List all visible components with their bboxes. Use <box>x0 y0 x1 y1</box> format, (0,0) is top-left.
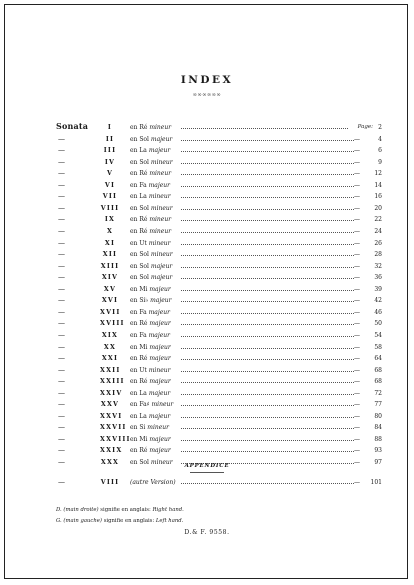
page-number: 22 <box>374 216 382 224</box>
sonata-key: en Fa♯ mineur <box>130 401 174 409</box>
ditto-dash: — <box>58 354 65 362</box>
page-title: INDEX <box>180 74 234 86</box>
ditto-dash: — <box>58 458 65 466</box>
ditto-dash: — <box>354 401 360 409</box>
sonata-number: IX <box>104 216 116 224</box>
sonata-number: XI <box>104 239 116 247</box>
sonata-key: en La mineur <box>130 193 171 201</box>
sonata-key: en Ré mineur <box>130 170 172 178</box>
dot-leader <box>181 151 354 152</box>
page-number: 68 <box>374 378 382 386</box>
sonata-key: en Ré mineur <box>130 216 172 224</box>
index-entry <box>56 376 382 387</box>
sonata-key: en Fa majeur <box>130 308 170 316</box>
index-entry <box>56 226 382 237</box>
dot-leader <box>181 348 354 349</box>
index-entry <box>56 134 382 145</box>
page-number: 93 <box>374 447 382 455</box>
page-number: 46 <box>374 308 382 316</box>
dot-leader <box>181 324 354 325</box>
index-entry <box>56 249 382 260</box>
sonata-number: XXIX <box>100 447 123 455</box>
sonata-key: en Sol majeur <box>130 262 173 270</box>
ditto-dash: — <box>58 250 65 259</box>
ditto-dash: — <box>58 342 65 351</box>
sonata-number: V <box>106 170 114 178</box>
page-number: 24 <box>374 227 382 235</box>
sonata-number: XXIII <box>100 378 125 386</box>
ditto-dash: — <box>354 459 360 466</box>
sonata-key: en Sol mineur <box>130 251 173 259</box>
ditto-dash: — <box>354 204 360 212</box>
sonata-key: en Sol mineur <box>130 459 173 466</box>
page-number: 16 <box>374 193 382 201</box>
index-entry <box>56 318 382 329</box>
sonata-key: en Sol mineur <box>130 158 173 166</box>
ditto-dash: — <box>354 366 360 374</box>
title-ornament: ∞∞∞∞∞∞ <box>192 92 222 98</box>
index-entry <box>56 342 382 353</box>
ditto-dash: — <box>58 307 65 316</box>
page-number: 101 <box>370 479 382 486</box>
page-number: 26 <box>374 239 382 247</box>
ditto-dash: — <box>354 297 360 305</box>
page-number: 9 <box>378 158 382 166</box>
sonata-key: en Ut mineur <box>130 366 171 374</box>
sonata-key: en Sol majeur <box>130 274 173 282</box>
ditto-dash: — <box>58 411 65 420</box>
ditto-dash: — <box>354 227 360 235</box>
dot-leader <box>181 186 354 187</box>
index-entry <box>56 445 382 456</box>
page-number: 84 <box>374 424 382 432</box>
ditto-dash: — <box>58 446 65 455</box>
sonata-number: VIII <box>100 204 120 212</box>
ditto-dash: — <box>58 478 65 486</box>
dot-leader <box>181 209 354 210</box>
ditto-dash: — <box>354 479 360 486</box>
index-entry <box>56 180 382 191</box>
sonata-key: en Ré mineur <box>130 124 172 131</box>
dot-leader <box>181 174 354 175</box>
ditto-dash: — <box>58 319 65 328</box>
index-entry <box>56 203 382 214</box>
dot-leader <box>181 417 354 418</box>
index-entry <box>56 145 382 156</box>
page-label: Page: <box>357 124 373 130</box>
page-number: 58 <box>374 343 382 351</box>
index-entry <box>56 388 382 399</box>
ditto-dash: — <box>58 215 65 224</box>
sonata-number: XXI <box>101 355 119 362</box>
sonata-number: IV <box>104 158 116 166</box>
ditto-dash: — <box>58 388 65 397</box>
ditto-dash: — <box>58 169 65 178</box>
ditto-dash: — <box>354 216 360 224</box>
sonata-key: en Mi majeur <box>130 343 171 351</box>
sonata-number: XII <box>102 251 118 259</box>
dot-leader <box>181 359 354 360</box>
page-number: 2 <box>378 124 382 131</box>
ditto-dash: — <box>354 251 360 259</box>
sonata-number: VII <box>102 193 118 201</box>
ditto-dash: — <box>354 308 360 316</box>
sonata-key: en Sol majeur <box>130 135 173 143</box>
ditto-dash: — <box>354 424 360 432</box>
ditto-dash: — <box>58 434 65 443</box>
sonata-key: en Fa majeur <box>130 331 170 339</box>
ditto-dash: — <box>58 296 65 305</box>
sonata-number: XV <box>103 285 117 293</box>
dot-leader <box>181 278 354 279</box>
ditto-dash: — <box>58 226 65 235</box>
ditto-dash: — <box>354 412 360 420</box>
dot-leader <box>181 336 354 337</box>
sonata-key: en Ut mineur <box>130 239 171 247</box>
ditto-dash: — <box>354 331 360 339</box>
index-entry <box>56 422 382 433</box>
sonata-key: en La majeur <box>130 389 171 397</box>
sonata-key: en Ré majeur <box>130 378 171 386</box>
sonata-number: XXV <box>100 401 120 409</box>
sonata-key: en Ré majeur <box>130 320 171 328</box>
sonata-key: en Mi majeur <box>130 285 171 293</box>
sonata-key: en La majeur <box>130 412 171 420</box>
footnote-right-hand: D. (main droite) signifie en anglais: Right hand. <box>56 507 184 513</box>
footnote-left-hand: G. (main gauche) signifie en anglais: Left hand. <box>56 518 184 524</box>
index-entry <box>56 272 382 283</box>
page-number: 64 <box>374 355 382 362</box>
dot-leader <box>181 405 354 406</box>
dot-leader <box>181 220 354 221</box>
ditto-dash: — <box>354 239 360 247</box>
appendix-note: (autre Version) <box>130 479 176 486</box>
ditto-dash: — <box>354 274 360 282</box>
page-number: 68 <box>374 366 382 374</box>
appendix-title: APPENDICE <box>184 463 230 469</box>
ditto-dash: — <box>354 181 360 189</box>
page-number: 50 <box>374 320 382 328</box>
page-number: 28 <box>374 251 382 259</box>
sonata-number: II <box>105 135 115 143</box>
ditto-dash: — <box>58 330 65 339</box>
index-entry <box>56 168 382 179</box>
sonata-key: en Ré majeur <box>130 355 171 362</box>
index-entry <box>56 191 382 202</box>
dot-leader <box>181 313 354 314</box>
ditto-dash: — <box>354 378 360 386</box>
ditto-dash: — <box>354 355 360 362</box>
index-entry <box>56 411 382 422</box>
page-number: 6 <box>378 147 382 155</box>
index-entry <box>56 214 382 225</box>
dot-leader <box>181 382 354 383</box>
sonata-key: en Ré majeur <box>130 447 171 455</box>
ditto-dash: — <box>58 400 65 409</box>
dot-leader <box>181 267 354 268</box>
index-entry <box>56 399 382 410</box>
page-number: 42 <box>374 297 382 305</box>
sonata-number: XIV <box>101 274 119 282</box>
index-entry <box>56 307 382 318</box>
page-number: 12 <box>374 170 382 178</box>
sonata-key: en Mi majeur <box>130 435 171 443</box>
sonata-number: XXVII <box>100 424 127 432</box>
sonata-number: VI <box>104 181 116 189</box>
ditto-dash: — <box>354 147 360 155</box>
dot-leader <box>181 394 354 395</box>
dot-leader <box>181 128 348 129</box>
dot-leader <box>181 483 354 484</box>
ditto-dash: — <box>58 146 65 155</box>
page-number: 39 <box>374 285 382 293</box>
sonata-key: en Sol mineur <box>130 204 173 212</box>
index-entry <box>56 365 382 376</box>
page-number: 80 <box>374 412 382 420</box>
ditto-dash: — <box>354 389 360 397</box>
page-number: 72 <box>374 389 382 397</box>
footnotes <box>56 505 184 527</box>
index-entry <box>56 157 382 168</box>
index-entry <box>56 353 382 364</box>
ditto-dash: — <box>58 157 65 166</box>
dot-leader <box>181 232 354 233</box>
plate-number: D.& F. 9558. <box>184 529 230 536</box>
ditto-dash: — <box>58 365 65 374</box>
index-entry <box>56 261 382 272</box>
ditto-dash: — <box>354 170 360 178</box>
ditto-dash: — <box>354 343 360 351</box>
index-entry <box>56 238 382 249</box>
page-number: 20 <box>374 204 382 212</box>
ditto-dash: — <box>58 238 65 247</box>
sonata-key: en Si♭ majeur <box>130 297 172 305</box>
ditto-dash: — <box>58 377 65 386</box>
dot-leader <box>181 371 354 372</box>
sonata-number: XXII <box>100 366 121 374</box>
dot-leader <box>181 301 354 302</box>
sonata-number: XVIII <box>100 320 125 328</box>
sonata-number: XXX <box>100 459 120 466</box>
sonata-number: XXIV <box>100 389 123 397</box>
page-number: 14 <box>374 181 382 189</box>
page-number: 88 <box>374 435 382 443</box>
sonata-number: I <box>107 124 113 131</box>
page-number: 36 <box>374 274 382 282</box>
dot-leader <box>181 163 354 164</box>
sonata-number: XX <box>103 343 117 351</box>
page-number: 77 <box>374 401 382 409</box>
sonata-number: XIX <box>101 331 119 339</box>
ditto-dash: — <box>58 261 65 270</box>
ditto-dash: — <box>354 435 360 443</box>
dot-leader <box>181 290 354 291</box>
sonata-number: XXVI <box>100 412 123 420</box>
page-number: 54 <box>374 331 382 339</box>
ditto-dash: — <box>58 134 65 143</box>
ditto-dash: — <box>58 423 65 432</box>
ditto-dash: — <box>354 447 360 455</box>
ditto-dash: — <box>354 320 360 328</box>
ditto-dash: — <box>58 180 65 189</box>
sonata-key: en Ré mineur <box>130 227 172 235</box>
dot-leader <box>181 255 354 256</box>
sonata-number: X <box>106 227 114 235</box>
appendix-entry <box>56 477 382 488</box>
index-entry <box>56 284 382 295</box>
dot-leader <box>181 244 354 245</box>
dot-leader <box>181 428 354 429</box>
dot-leader <box>181 440 354 441</box>
dot-leader <box>181 197 354 198</box>
index-entry <box>56 434 382 445</box>
sonata-key: en La majeur <box>130 147 171 155</box>
ditto-dash: — <box>354 262 360 270</box>
ditto-dash: — <box>354 193 360 201</box>
ditto-dash: — <box>354 135 360 143</box>
page-number: 32 <box>374 262 382 270</box>
ditto-dash: — <box>354 285 360 293</box>
page-number: 4 <box>378 135 382 143</box>
index-entry <box>56 330 382 341</box>
sonata-number: VIII <box>100 479 120 486</box>
sonata-number: III <box>103 147 117 155</box>
ditto-dash: — <box>58 284 65 293</box>
sonata-number: XIII <box>100 262 120 270</box>
sonata-number: XVII <box>100 308 121 316</box>
sonata-label: Sonata <box>56 121 89 131</box>
appendix-divider <box>190 472 224 473</box>
dot-leader <box>181 140 354 141</box>
index-entry <box>56 295 382 306</box>
ditto-dash: — <box>58 192 65 201</box>
sonata-number: XXVIII <box>100 435 131 443</box>
sonata-number: XVI <box>101 297 119 305</box>
ditto-dash: — <box>58 203 65 212</box>
dot-leader <box>181 451 354 452</box>
sonata-key: en Si mineur <box>130 424 170 432</box>
ditto-dash: — <box>58 273 65 282</box>
ditto-dash: — <box>354 158 360 166</box>
index-entry <box>56 122 382 133</box>
page-number: 97 <box>374 459 382 466</box>
sonata-key: en Fa majeur <box>130 181 170 189</box>
